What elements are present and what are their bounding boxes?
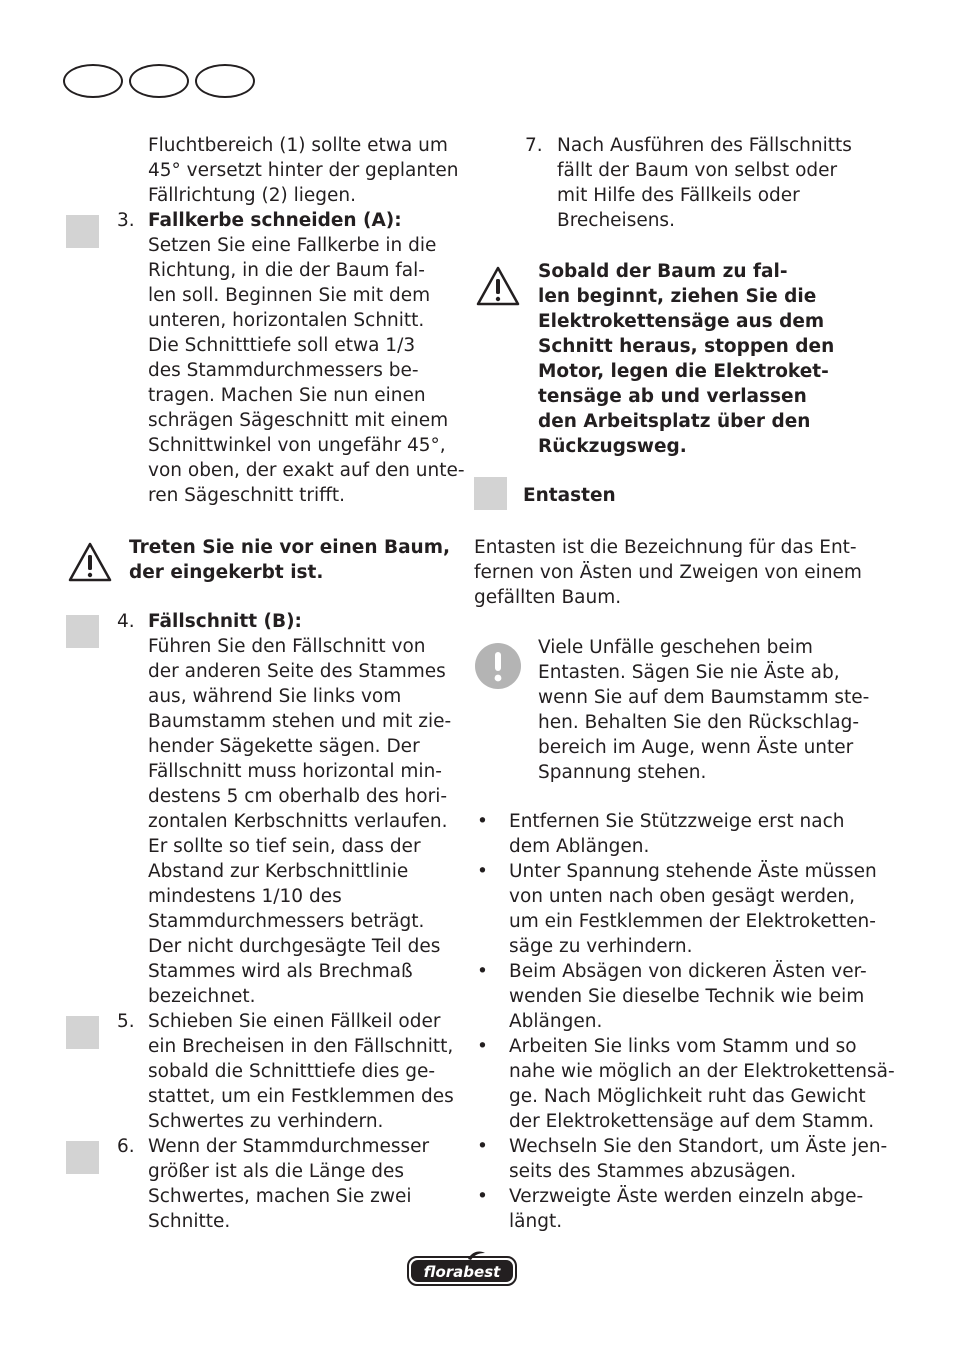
bullet-text-line: Entfernen Sie Stützzweige erst nach — [509, 811, 845, 832]
bullet-text-line: säge zu verhindern. — [509, 936, 693, 957]
bullet-marker: • — [477, 1186, 488, 1207]
note-text-line: hen. Behalten Sie den Rückschlag- — [538, 712, 860, 733]
warning-text-line: Treten Sie nie vor einen Baum, — [129, 537, 451, 558]
step-3-title: Fallkerbe schneiden (A): — [148, 210, 402, 231]
step-5-number: 5. — [117, 1011, 135, 1032]
exclamation-note-icon — [475, 643, 521, 689]
bullet-text-line: seits des Stammes abzusägen. — [509, 1161, 797, 1182]
note-text-line: Viele Unfälle geschehen beim — [538, 637, 813, 658]
step-5-text-line: Schieben Sie einen Fällkeil oder — [148, 1011, 441, 1032]
bullet-text-line: nahe wie möglich an der Elektrokettensä- — [509, 1061, 895, 1082]
language-oval-1 — [63, 64, 123, 98]
language-oval-3 — [195, 64, 255, 98]
intro-text-line: Fällrichtung (2) liegen. — [148, 185, 357, 206]
florabest-logo — [406, 1250, 519, 1290]
step-4-number: 4. — [117, 611, 135, 632]
step-4-text-line: Baumstamm stehen und mit zie- — [148, 711, 452, 732]
step-7-text-line: mit Hilfe des Fällkeils oder — [557, 185, 800, 206]
step-4-text-line: Stammdurchmessers beträgt. — [148, 911, 425, 932]
warning-text-line: tensäge ab und verlassen — [538, 386, 807, 407]
step-3-text-line: Schnittwinkel von ungefähr 45°, — [148, 435, 446, 456]
bullet-text-line: Wechseln Sie den Standort, um Äste jen- — [509, 1136, 888, 1157]
warning-text-line: Schnitt heraus, stoppen den — [538, 336, 835, 357]
warning-text-line: den Arbeitsplatz über den — [538, 411, 811, 432]
intro-text-line: 45° versetzt hinter der geplanten — [148, 160, 459, 181]
step-4-text-line: Stammes wird als Brechmaß — [148, 961, 413, 982]
step-6-text-line: Wenn der Stammdurchmesser — [148, 1136, 430, 1157]
bullet-text-line: um ein Festklemmen der Elektroketten- — [509, 911, 876, 932]
step-4-text-line: Abstand zur Kerbschnittlinie — [148, 861, 409, 882]
section-marker — [474, 477, 507, 510]
step-3-text-line: schrägen Sägeschnitt mit einem — [148, 410, 449, 431]
step-3-text-line: des Stammdurchmessers be- — [148, 360, 419, 381]
step-4-title: Fällschnitt (B): — [148, 611, 302, 632]
step-4-text-line: hender Sägekette sägen. Der — [148, 736, 420, 757]
step-4-text-line: der anderen Seite des Stammes — [148, 661, 446, 682]
warning-text-line: Sobald der Baum zu fal- — [538, 261, 788, 282]
bullet-marker: • — [477, 1136, 488, 1157]
step-3-text-line: von oben, der exakt auf den unte- — [148, 460, 465, 481]
bullet-text-line: von unten nach oben gesägt werden, — [509, 886, 855, 907]
section-intro-line: Entasten ist die Bezeichnung für das Ent- — [474, 537, 857, 558]
bullet-text-line: längt. — [509, 1211, 563, 1232]
step-4-text-line: Fällschnitt muss horizontal min- — [148, 761, 442, 782]
svg-text:florabest: florabest — [423, 1263, 501, 1281]
step-4-text-line: Er sollte so tief sein, dass der — [148, 836, 421, 857]
bullet-text-line: Unter Spannung stehende Äste müssen — [509, 861, 877, 882]
warning-triangle-icon — [475, 265, 521, 307]
bullet-text-line: der Elektrokettensäge auf dem Stamm. — [509, 1111, 875, 1132]
step-3-text-line: Die Schnitttiefe soll etwa 1/3 — [148, 335, 416, 356]
step-3-text-line: len soll. Beginnen Sie mit dem — [148, 285, 431, 306]
note-text-line: wenn Sie auf dem Baumstamm ste- — [538, 687, 870, 708]
step-4-text-line: mindestens 1/10 des — [148, 886, 342, 907]
note-text-line: Spannung stehen. — [538, 762, 707, 783]
step-4-marker — [66, 615, 99, 648]
warning-text-line: Elektrokettensäge aus dem — [538, 311, 825, 332]
step-3-marker — [66, 215, 99, 248]
step-4-text-line: Führen Sie den Fällschnitt von — [148, 636, 426, 657]
bullet-text-line: wenden Sie dieselbe Technik wie beim — [509, 986, 865, 1007]
section-intro-line: fernen von Ästen und Zweigen von einem — [474, 562, 862, 583]
step-4-text-line: destens 5 cm oberhalb des hori- — [148, 786, 448, 807]
step-6-text-line: Schwertes, machen Sie zwei — [148, 1186, 412, 1207]
step-6-marker — [66, 1141, 99, 1174]
note-text-line: bereich im Auge, wenn Äste unter — [538, 737, 854, 758]
step-3-text-line: unteren, horizontalen Schnitt. — [148, 310, 425, 331]
step-3-text-line: ren Sägeschnitt trifft. — [148, 485, 346, 506]
bullet-text-line: Ablängen. — [509, 1011, 603, 1032]
bullet-text-line: Arbeiten Sie links vom Stamm und so — [509, 1036, 857, 1057]
step-3-text-line: tragen. Machen Sie nun einen — [148, 385, 426, 406]
step-7-text-line: fällt der Baum von selbst oder — [557, 160, 838, 181]
step-5-text-line: Schwertes zu verhindern. — [148, 1111, 384, 1132]
step-4-text-line: Der nicht durchgesägte Teil des — [148, 936, 441, 957]
step-3-text-line: Setzen Sie eine Fallkerbe in die — [148, 235, 437, 256]
warning-text-line: len beginnt, ziehen Sie die — [538, 286, 817, 307]
bullet-text-line: Beim Absägen von dickeren Ästen ver- — [509, 961, 867, 982]
step-7-text-line: Nach Ausführen des Fällschnitts — [557, 135, 852, 156]
bullet-marker: • — [477, 961, 488, 982]
step-5-marker — [66, 1016, 99, 1049]
step-4-text-line: zontalen Kerbschnitts verlaufen. — [148, 811, 448, 832]
bullet-text-line: ge. Nach Möglichkeit ruht das Gewicht — [509, 1086, 866, 1107]
bullet-text-line: dem Ablängen. — [509, 836, 650, 857]
bullet-marker: • — [477, 1036, 488, 1057]
step-5-text-line: ein Brecheisen in den Fällschnitt, — [148, 1036, 454, 1057]
bullet-text-line: Verzweigte Äste werden einzeln abge- — [509, 1186, 864, 1207]
step-4-text-line: aus, während Sie links vom — [148, 686, 402, 707]
warning-text-line: Motor, legen die Elektroket- — [538, 361, 829, 382]
section-intro-line: gefällten Baum. — [474, 587, 622, 608]
step-5-text-line: sobald die Schnitttiefe dies ge- — [148, 1061, 436, 1082]
bullet-marker: • — [477, 861, 488, 882]
step-5-text-line: stattet, um ein Festklemmen des — [148, 1086, 454, 1107]
section-title: Entasten — [523, 485, 616, 506]
step-6-text-line: Schnitte. — [148, 1211, 231, 1232]
warning-triangle-icon — [67, 541, 113, 583]
language-oval-2 — [129, 64, 189, 98]
step-7-number: 7. — [525, 135, 543, 156]
step-6-text-line: größer ist als die Länge des — [148, 1161, 404, 1182]
step-3-text-line: Richtung, in die der Baum fal- — [148, 260, 425, 281]
warning-text-line: Rückzugsweg. — [538, 436, 687, 457]
intro-text-line: Fluchtbereich (1) sollte etwa um — [148, 135, 448, 156]
step-7-text-line: Brecheisens. — [557, 210, 675, 231]
warning-text-line: der eingekerbt ist. — [129, 562, 324, 583]
note-text-line: Entasten. Sägen Sie nie Äste ab, — [538, 662, 840, 683]
step-4-text-line: bezeichnet. — [148, 986, 256, 1007]
step-3-number: 3. — [117, 210, 135, 231]
step-6-number: 6. — [117, 1136, 135, 1157]
bullet-marker: • — [477, 811, 488, 832]
